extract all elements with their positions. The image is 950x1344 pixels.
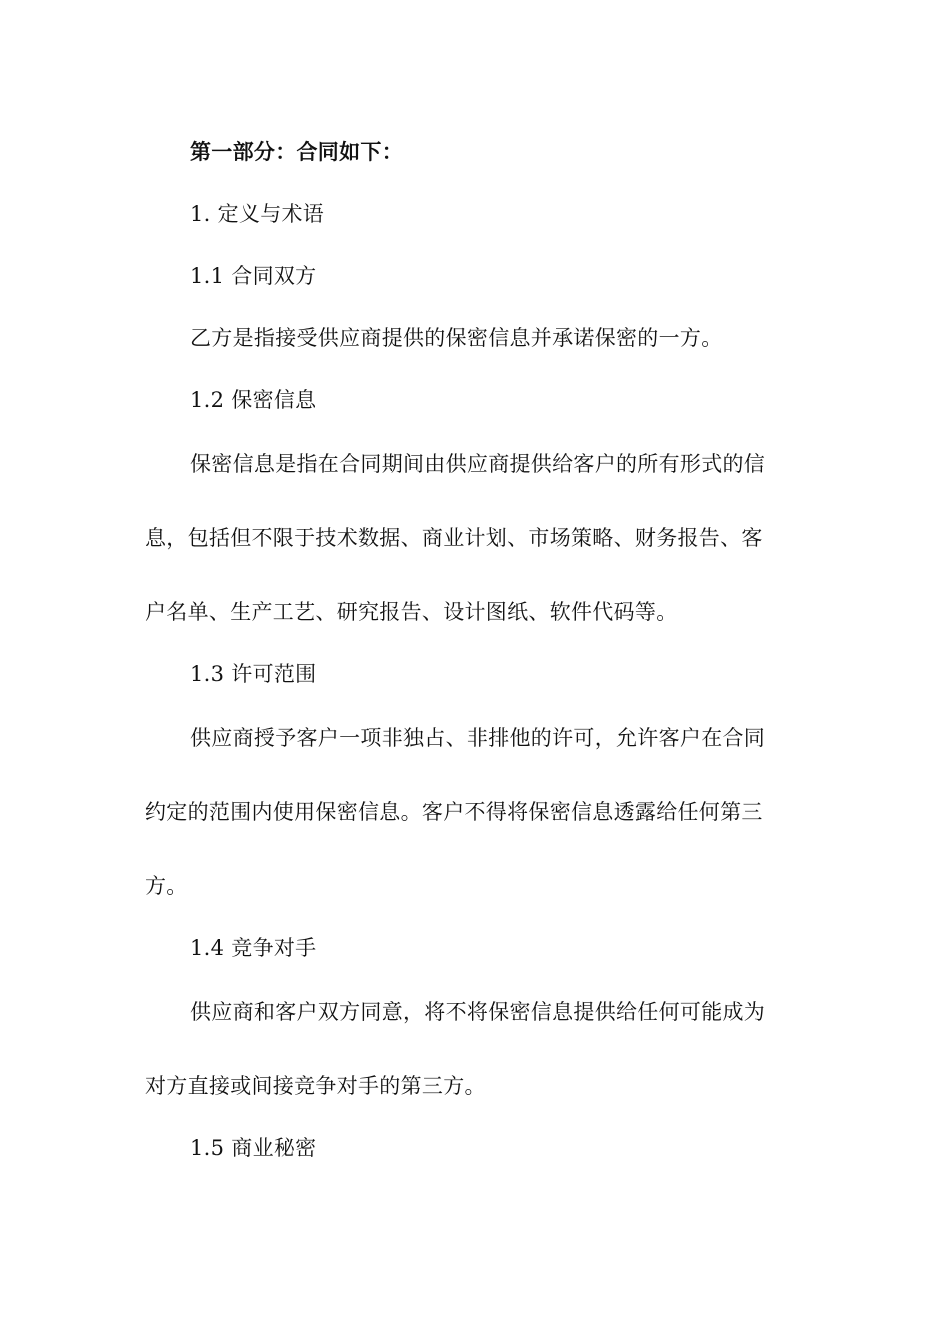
paragraph-line: 对方直接或间接竞争对手的第三方。 <box>145 1074 486 1098</box>
paragraph-line: 乙方是指接受供应商提供的保密信息并承诺保密的一方。 <box>190 326 723 350</box>
section-title-1: 1. 定义与术语 <box>190 202 325 226</box>
paragraph-line: 息，包括但不限于技术数据、商业计划、市场策略、财务报告、客 <box>145 526 763 550</box>
paragraph-line: 供应商授予客户一项非独占、非排他的许可，允许客户在合同 <box>190 726 766 750</box>
part-heading: 第一部分：合同如下： <box>190 139 403 164</box>
paragraph-line: 保密信息是指在合同期间由供应商提供给客户的所有形式的信 <box>190 452 766 476</box>
section-title-1-5: 1.5 商业秘密 <box>190 1136 317 1160</box>
paragraph-line: 约定的范围内使用保密信息。客户不得将保密信息透露给任何第三 <box>145 800 763 824</box>
section-title-1-2: 1.2 保密信息 <box>190 388 317 412</box>
paragraph-line: 户名单、生产工艺、研究报告、设计图纸、软件代码等。 <box>145 600 678 624</box>
section-title-1-1: 1.1 合同双方 <box>190 264 317 288</box>
paragraph-line: 方。 <box>145 874 188 898</box>
paragraph-line: 供应商和客户双方同意，将不将保密信息提供给任何可能成为 <box>190 1000 766 1024</box>
section-title-1-3: 1.3 许可范围 <box>190 662 317 686</box>
section-title-1-4: 1.4 竞争对手 <box>190 936 317 960</box>
